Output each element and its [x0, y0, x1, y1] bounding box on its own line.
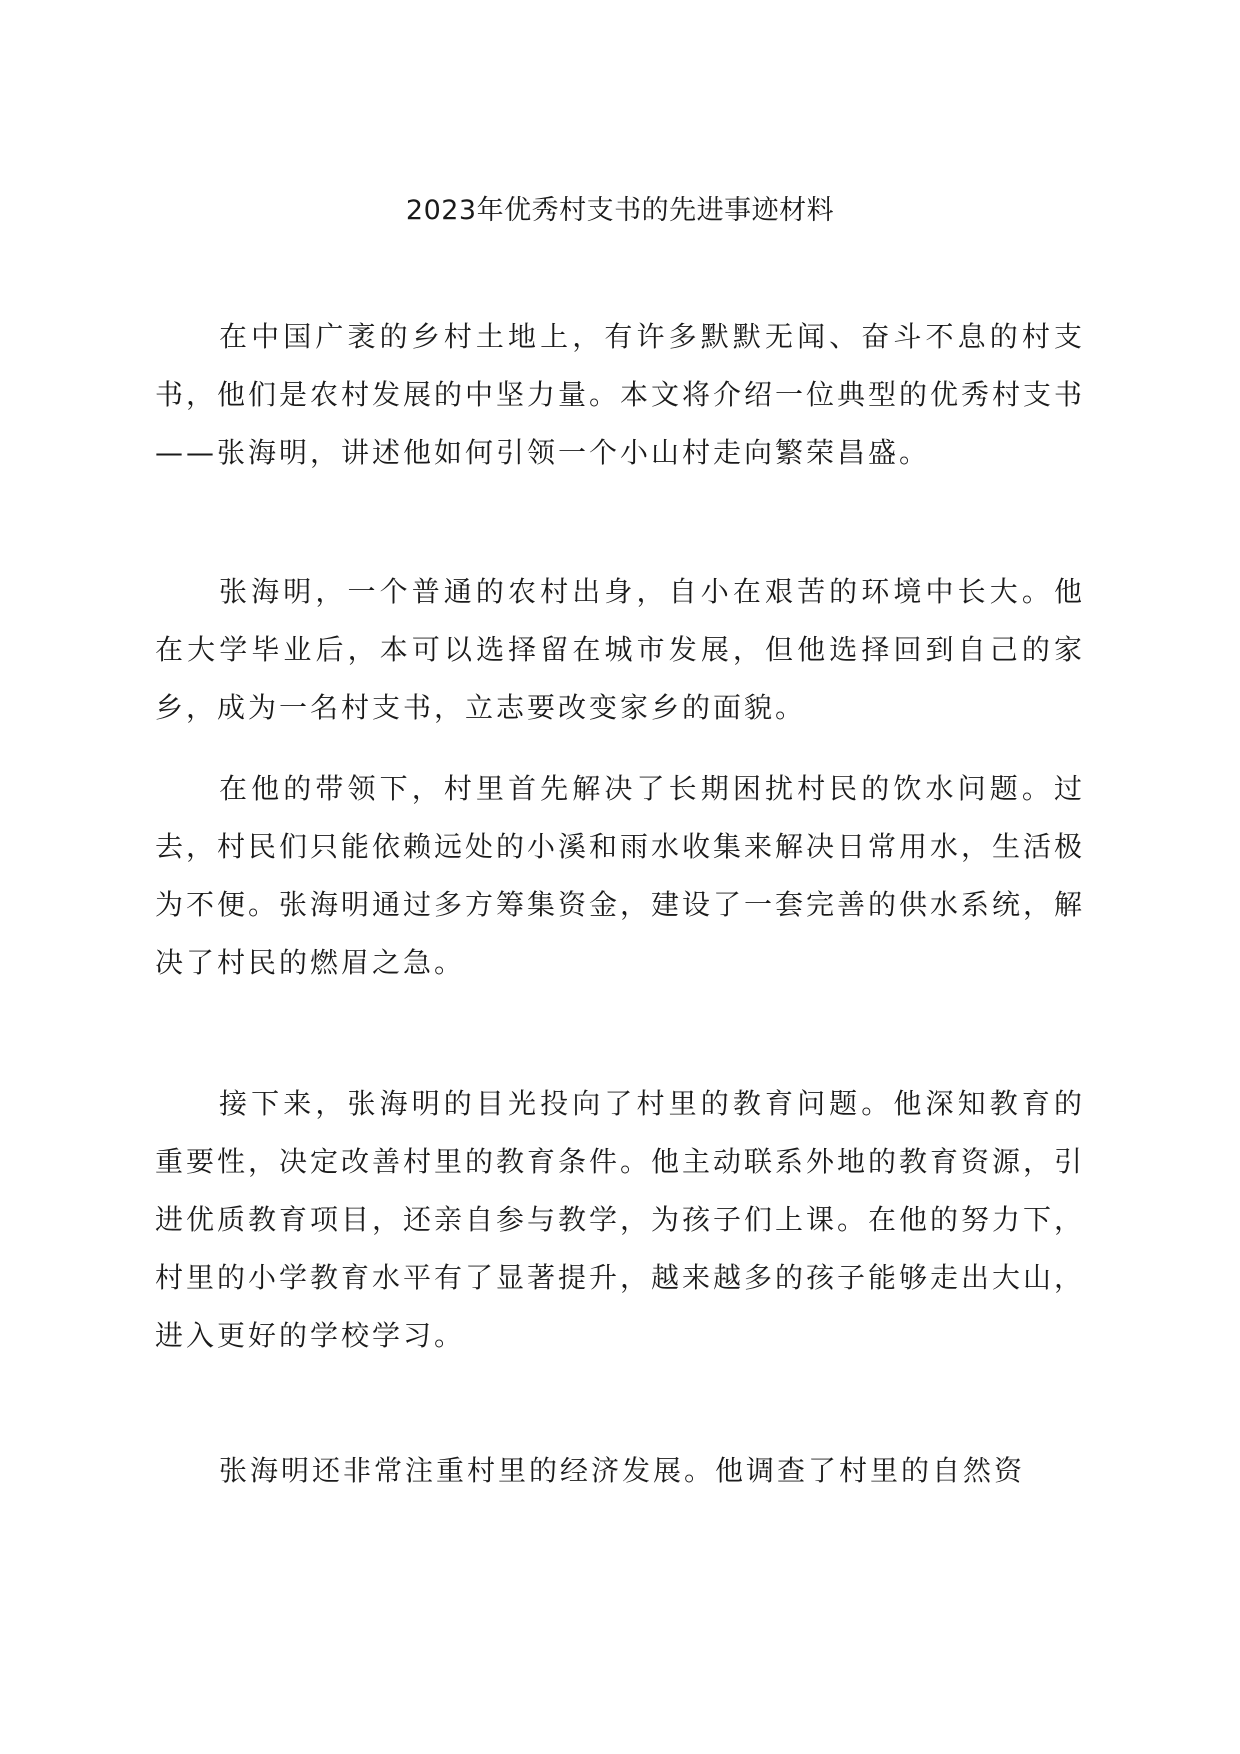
paragraph-background: 张海明，一个普通的农村出身，自小在艰苦的环境中长大。他在大学毕业后，本可以选择留在城市发展，但他选择回到自己的家乡，成为一名村支书，立志要改变家乡的面貌。 — [155, 575, 1085, 724]
paragraph-education: 接下来，张海明的目光投向了村里的教育问题。他深知教育的重要性，决定改善村里的教育条件。他主动联系外地的教育资源，引进优质教育项目，还亲自参与教学，为孩子们上课。在他的努力下，村里的小学教育水平有了显著提升，越来越多的孩子能够走出大山，进入更好的学校学习。 — [155, 1087, 1086, 1352]
paragraph-economy: 张海明还非常注重村里的经济发展。他调查了村里的自然资 — [219, 1454, 1026, 1487]
paragraph-intro: 在中国广袤的乡村土地上，有许多默默无闻、奋斗不息的村支书，他们是农村发展的中坚力量。本文将介绍一位典型的优秀村支书——张海明，讲述他如何引领一个小山村走向繁荣昌盛。 — [155, 320, 1086, 469]
document-title: 2023年优秀村支书的先进事迹材料 — [405, 195, 835, 226]
paragraph-water-supply: 在他的带领下，村里首先解决了长期困扰村民的饮水问题。过去，村民们只能依赖远处的小溪和雨水收集来解决日常用水，生活极为不便。张海明通过多方筹集资金，建设了一套完善的供水系统，解决了村民的燃眉之急。 — [155, 772, 1086, 979]
